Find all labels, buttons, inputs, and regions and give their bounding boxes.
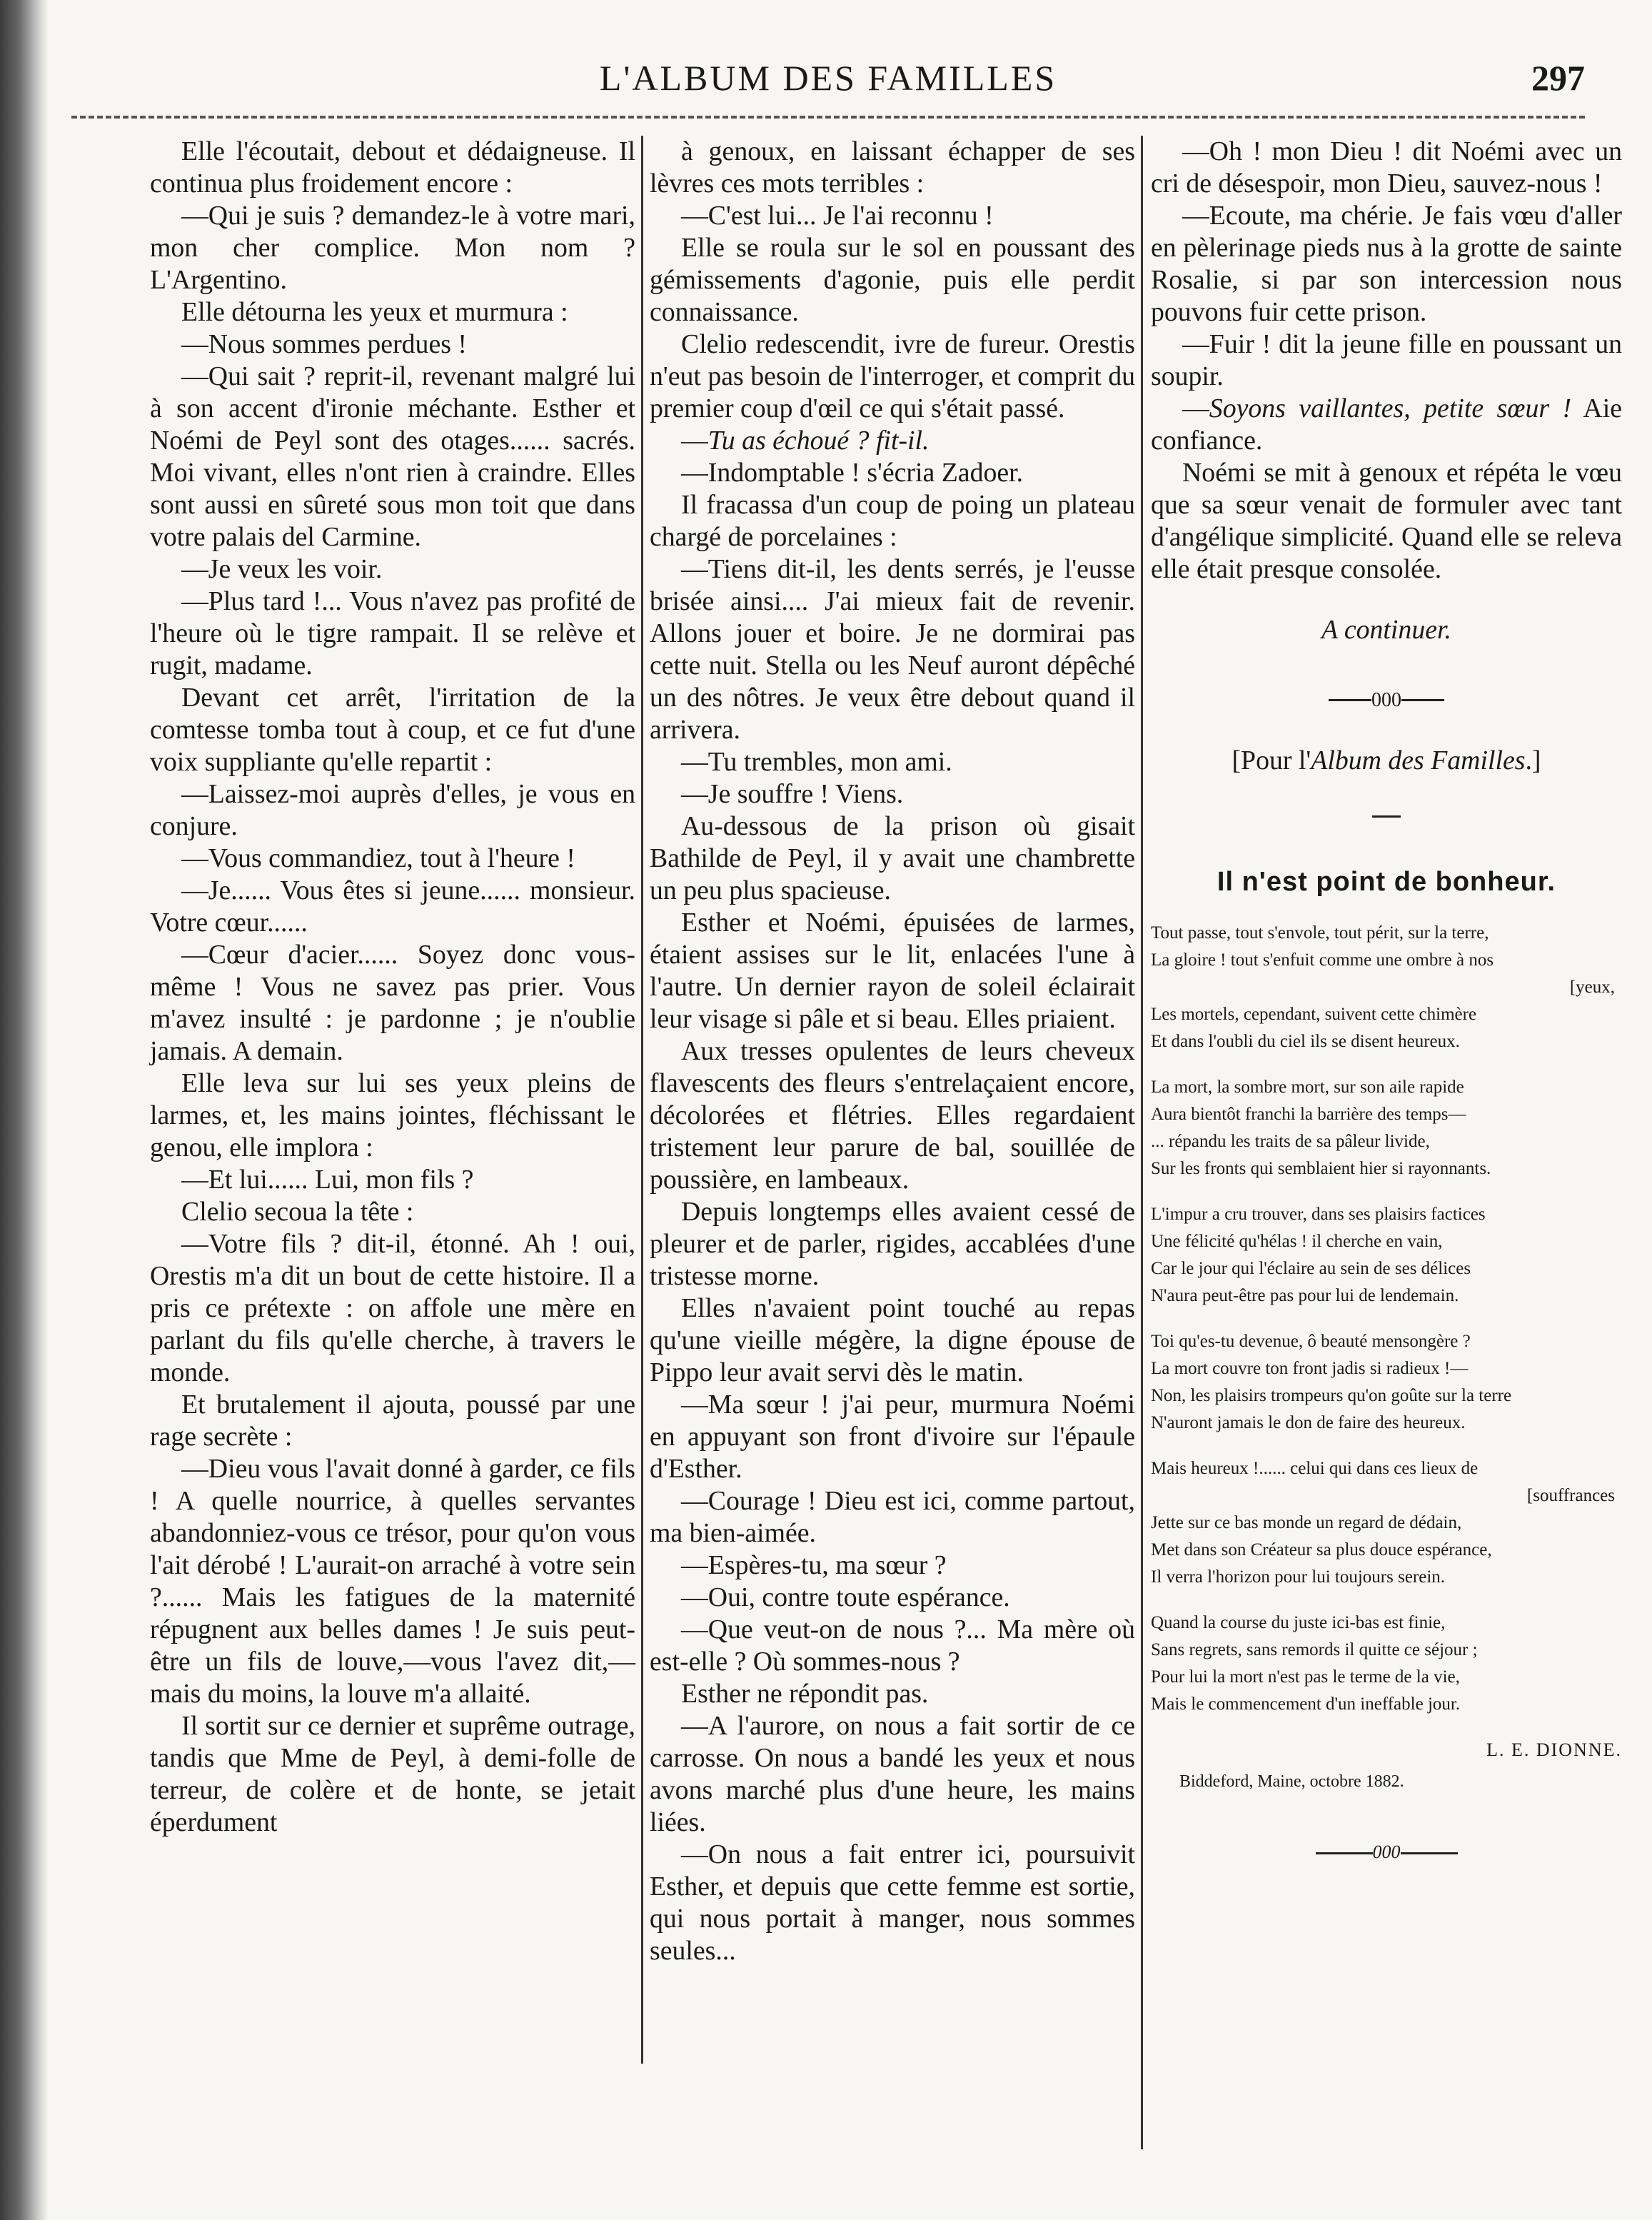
column-divider-2 — [1141, 136, 1143, 2149]
paragraph: Elle détourna les yeux et murmura : — [181, 297, 568, 327]
paragraph: —Qui je suis ? demandez-le à votre mari, mon cher complice. Mon nom ? L'Argentino. — [150, 201, 635, 295]
paragraph: Il sortit sur ce dernier et suprême outrage, tandis que Mme de Peyl, à demi-folle de terreur, de colère et de honte, se jetait éperdument — [150, 1711, 635, 1837]
poem-body — [1151, 920, 1622, 1718]
poem-line: Pour lui la mort n'est pas le terme de la vie, — [1151, 1667, 1460, 1687]
poem-line: N'auront jamais le don de faire des heureux. — [1151, 1413, 1466, 1432]
paragraph: Elle l'écoutait, debout et dédaigneuse. Il continua plus froidement encore : — [150, 136, 635, 199]
paragraph: —Soyons vaillantes, petite sœur ! Aie confiance. — [1151, 393, 1622, 456]
paragraph: Depuis longtemps elles avaient cessé de pleurer et de parler, rigides, accablées d'une tristesse morne. — [650, 1197, 1135, 1291]
paragraph: —Je souffre ! Viens. — [681, 779, 904, 809]
paragraph: —Que veut-on de nous ?... Ma mère où est-elle ? Où sommes-nous ? — [650, 1614, 1135, 1677]
short-rule — [1151, 798, 1622, 830]
album-note: [Pour l'Album des Familles.] — [1232, 745, 1541, 775]
paragraph: —On nous a fait entrer ici, poursuivit Esther, et depuis que cette femme est sortie, qui nous portait à manger, nous sommes seules... — [650, 1839, 1135, 1966]
paragraph: —Qui sait ? reprit-il, revenant malgré lui à son accent d'ironie méchante. Esther et Noémi de Peyl sont des otages...... sacrés. Moi vivant, elles n'ont rien à craindre. Elles sont aussi en sûreté sous mon toit que dans votre palais del Carmine. — [150, 361, 635, 552]
text-column-3 — [1151, 136, 1622, 1868]
poem-stanza — [1151, 920, 1622, 1055]
poem-line: Sans regrets, sans remords il quitte ce séjour ; — [1151, 1640, 1478, 1659]
paragraph: —Et lui...... Lui, mon fils ? — [181, 1165, 474, 1195]
paragraph: Elles n'avaient point touché au repas qu'une vieille mégère, la digne épouse de Pippo leur avait servi dès le matin. — [650, 1293, 1135, 1387]
poem-line: Tout passe, tout s'envole, tout périt, sur la terre, — [1151, 923, 1489, 943]
page-spine-edge — [0, 0, 49, 2220]
page-header — [71, 57, 1585, 114]
journal-title: L'ALBUM DES FAMILLES — [599, 58, 1057, 98]
paragraph: Clelio secoua la tête : — [181, 1197, 414, 1227]
paragraph: —Espères-tu, ma sœur ? — [681, 1550, 947, 1580]
paragraph: —Laissez-moi auprès d'elles, je vous en conjure. — [150, 779, 635, 841]
poem-line: Sur les fronts qui semblaient hier si rayonnants. — [1151, 1159, 1491, 1178]
text-column-1 — [150, 136, 635, 1839]
page-number: 297 — [1531, 58, 1585, 98]
poem-stanza — [1151, 1074, 1622, 1182]
paragraph: —Tu trembles, mon ami. — [681, 747, 952, 777]
poem-line: La gloire ! tout s'enfuit comme une ombre à nos — [1151, 950, 1494, 970]
paragraph: Esther ne répondit pas. — [681, 1679, 929, 1709]
paragraph: —Courage ! Dieu est ici, comme partout, ma bien-aimée. — [650, 1486, 1135, 1548]
paragraph: Elle leva sur lui ses yeux pleins de larmes, et, les mains jointes, fléchissant le genou, elle implora : — [150, 1068, 635, 1162]
text-column-2 — [650, 136, 1135, 1967]
poem-line: Quand la course du juste ici-bas est finie, — [1151, 1613, 1446, 1632]
poem-line: Les mortels, cependant, suivent cette chimère — [1151, 1005, 1477, 1024]
paragraph: Clelio redescendit, ivre de fureur. Orestis n'eut pas besoin de l'interroger, et comprit du premier coup d'œil ce qui s'était passé. — [650, 329, 1135, 423]
paragraph: Elle se roula sur le sol en poussant des gémissements d'agonie, puis elle perdit connaissance. — [650, 233, 1135, 327]
poem-signature: L. E. DIONNE. — [1486, 1739, 1622, 1760]
paragraph: —Je...... Vous êtes si jeune...... monsieur. Votre cœur...... — [150, 875, 635, 938]
paragraph: —Ecoute, ma chérie. Je fais vœu d'aller en pèlerinage pieds nus à la grotte de sainte Rosalie, si par son intercession nous pouvons fuir cette prison. — [1151, 201, 1622, 327]
poem-line: Toi qu'es-tu devenue, ô beauté mensongère ? — [1151, 1332, 1471, 1351]
paragraph: —Dieu vous l'avait donné à garder, ce fils ! A quelle nourrice, à quelles servantes abandonniez-vous ce trésor, pour qu'on vous l'ait dérobé ! L'aurait-on arraché à votre sein ?...... Mais les fatigues de la maternité répugnent aux belles dames ! Je suis peut-être un fils de louve,—vous l'avez dit,—mais du moins, la louve m'a allaité. — [150, 1454, 635, 1709]
poem-line: Mais heureux !...... celui qui dans ces lieux de — [1151, 1459, 1479, 1478]
paragraph: Aux tresses opulentes de leurs cheveux flavescents des fleurs s'entrelaçaient encore, décolorées et flétries. Elles regardaient tristement leur parure de bal, souillée de poussière, en lambeaux. — [650, 1036, 1135, 1195]
end-separator: 000 — [1151, 1835, 1622, 1868]
paragraph: —Vous commandiez, tout à l'heure ! — [181, 843, 575, 873]
paragraph: —Nous sommes perdues ! — [181, 329, 467, 359]
paragraph: —Tu as échoué ? fit-il. — [681, 426, 930, 456]
paragraph: —A l'aurore, on nous a fait sortir de ce carrosse. On nous a bandé les yeux et nous avons marché plus d'une heure, les mains liées. — [650, 1711, 1135, 1837]
paragraph: —Indomptable ! s'écria Zadoer. — [681, 458, 1024, 488]
paragraph: —Votre fils ? dit-il, étonné. Ah ! oui, Orestis m'a dit un bout de cette histoire. Il a pris ce prétexte : on affole une mère en parlant du fils qu'elle cherche, à travers le monde. — [150, 1229, 635, 1387]
paragraph: Au-dessous de la prison où gisait Bathilde de Peyl, il y avait une chambrette un peu plus spacieuse. — [650, 811, 1135, 905]
paragraph: —Cœur d'acier...... Soyez donc vous-même ! Vous ne savez pas prier. Vous m'avez insulté : je pardonne ; je n'oublie jamais. A demain. — [150, 940, 635, 1066]
paragraph: —Je veux les voir. — [181, 554, 383, 584]
poem-line: Une félicité qu'hélas ! il cherche en vain, — [1151, 1232, 1443, 1251]
paragraph: Esther et Noémi, épuisées de larmes, étaient assises sur le lit, enlacées l'une à l'autre. Un dernier rayon de soleil éclairait leur visage si pâle et si beau. Elles priaient. — [650, 908, 1135, 1034]
poem-line: Et dans l'oubli du ciel ils se disent heureux. — [1151, 1032, 1460, 1051]
column-3-paragraphs — [1151, 136, 1622, 586]
header-rule — [71, 116, 1585, 119]
paragraph: —C'est lui... Je l'ai reconnu ! — [681, 201, 994, 231]
poem-line: L'impur a cru trouver, dans ses plaisirs factices — [1151, 1205, 1486, 1224]
paragraph: à genoux, en laissant échapper de ses lèvres ces mots terribles : — [650, 136, 1135, 199]
poem-stanza — [1151, 1609, 1622, 1718]
paragraph: Noémi se mit à genoux et répéta le vœu que sa sœur venait de formuler avec tant d'angélique simplicité. Quand elle se releva elle était presque consolée. — [1151, 458, 1622, 584]
poem-stanza — [1151, 1328, 1622, 1437]
paragraph: —Oui, contre toute espérance. — [681, 1582, 1010, 1612]
poem-stanza — [1151, 1201, 1622, 1310]
poem-title: Il n'est point de bonheur. — [1217, 867, 1556, 897]
poem-line: ... répandu les traits de sa pâleur livide, — [1151, 1132, 1430, 1151]
separator-ornament: 000 — [1151, 682, 1622, 716]
poem-line: Car le jour qui l'éclaire au sein de ses délices — [1151, 1259, 1471, 1278]
paragraph: —Ma sœur ! j'ai peur, murmura Noémi en appuyant son front d'ivoire sur l'épaule d'Esther. — [650, 1390, 1135, 1484]
paragraph: —Oh ! mon Dieu ! dit Noémi avec un cri de désespoir, mon Dieu, sauvez-nous ! — [1151, 136, 1622, 199]
paragraph: —Tiens dit-il, les dents serrés, je l'eusse brisée ainsi.... J'ai mieux fait de revenir. Allons jouer et boire. Je ne dormirai pas cette nuit. Stella ou les Neuf auront dépêché un des nôtres. Je veux être debout quand il arrivera. — [650, 554, 1135, 745]
poem-line: La mort couvre ton front jadis si radieux !— — [1151, 1359, 1469, 1378]
column-divider-1 — [641, 136, 643, 2064]
poem-line: [yeux, — [1569, 978, 1615, 997]
paragraph: —Plus tard !... Vous n'avez pas profité de l'heure où le tigre rampait. Il se relève et rugit, madame. — [150, 586, 635, 680]
poem-line: [souffrances — [1526, 1486, 1615, 1505]
poem-line: Il verra l'horizon pour lui toujours serein. — [1151, 1567, 1446, 1587]
paragraph: Et brutalement il ajouta, poussé par une rage secrète : — [150, 1390, 635, 1452]
paragraph: Il fracassa d'un coup de poing un plateau chargé de porcelaines : — [650, 490, 1135, 552]
poem-line: Non, les plaisirs trompeurs qu'on goûte sur la terre — [1151, 1386, 1512, 1405]
poem-line: Met dans son Créateur sa plus douce espérance, — [1151, 1540, 1492, 1559]
poem-line: Mais le commencement d'un ineffable jour. — [1151, 1694, 1461, 1714]
poem-line: N'aura peut-être pas pour lui de lendemain. — [1151, 1286, 1459, 1305]
poem-line: La mort, la sombre mort, sur son aile rapide — [1151, 1078, 1464, 1097]
poem-place-date: Biddeford, Maine, octobre 1882. — [1179, 1772, 1404, 1791]
continuation-note: A continuer. — [1321, 615, 1451, 645]
poem-stanza — [1151, 1455, 1622, 1591]
poem-line: Jette sur ce bas monde un regard de dédain, — [1151, 1513, 1462, 1532]
paragraph: —Fuir ! dit la jeune fille en poussant un soupir. — [1151, 329, 1622, 391]
poem-line: Aura bientôt franchi la barrière des temps— — [1151, 1105, 1466, 1124]
paragraph: Devant cet arrêt, l'irritation de la comtesse tomba tout à coup, et ce fut d'une voix suppliante qu'elle repartit : — [150, 683, 635, 777]
